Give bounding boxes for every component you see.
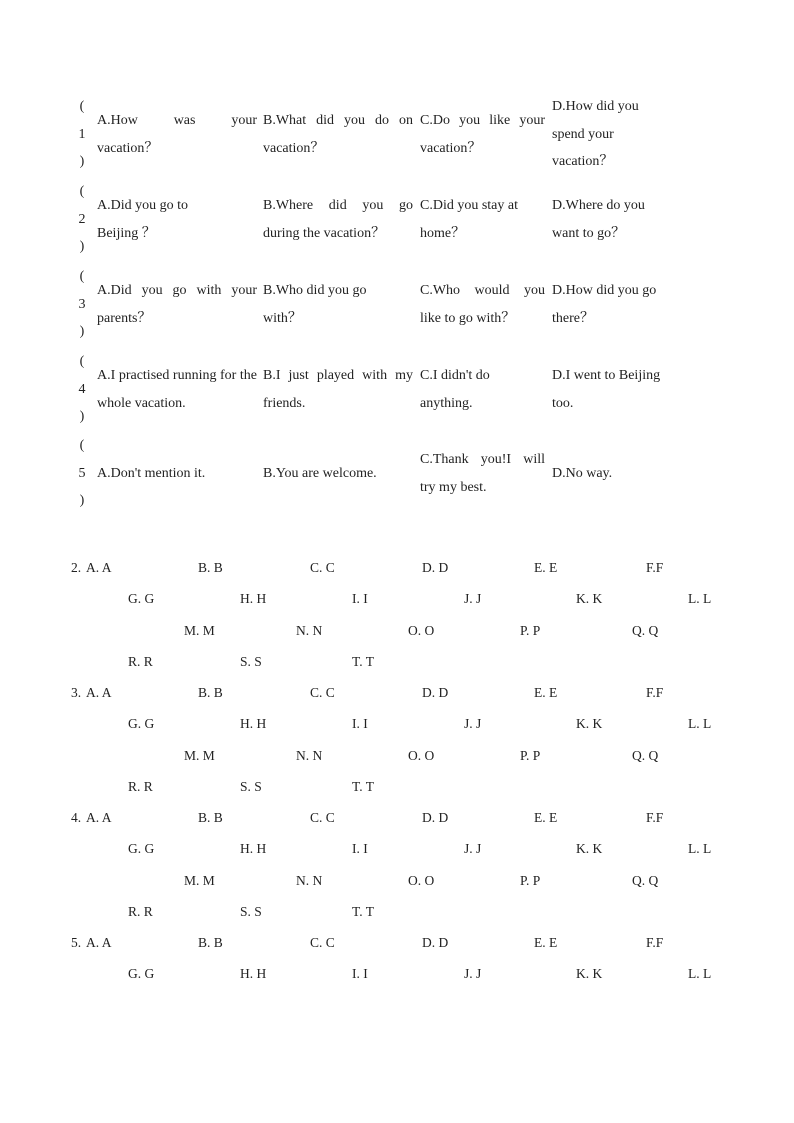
answer-option: C. C bbox=[310, 685, 335, 700]
answer-option: C. C bbox=[310, 560, 335, 575]
answer-option: M. M bbox=[184, 747, 215, 763]
answer-option: E. E bbox=[534, 810, 558, 825]
answer-option: F.F bbox=[646, 810, 664, 825]
answer-option: B. B bbox=[198, 685, 223, 700]
answer-option: R. R bbox=[128, 653, 153, 669]
answer-option: P. P bbox=[520, 747, 541, 763]
question-number: ( 1 ) bbox=[78, 99, 86, 169]
option-d: D.How did you spend your vacation？ bbox=[552, 99, 639, 169]
answer-option: S. S bbox=[240, 903, 262, 919]
answer-option: T. T bbox=[352, 653, 374, 669]
answer-option: I. I bbox=[352, 716, 368, 732]
answer-option: A. A bbox=[86, 685, 112, 700]
option-c: C.Who would you like to go with？ bbox=[420, 283, 545, 326]
answer-option: P. P bbox=[520, 872, 541, 888]
answer-option: J. J bbox=[464, 591, 482, 607]
answer-option: R. R bbox=[128, 903, 153, 919]
answer-option: D. D bbox=[422, 685, 449, 700]
answer-option: H. H bbox=[240, 841, 267, 857]
answer-option: J. J bbox=[464, 716, 482, 732]
answer-option: T. T bbox=[352, 903, 374, 919]
answer-option: G. G bbox=[128, 591, 155, 607]
answer-option: Q. Q bbox=[632, 622, 659, 638]
question-number: ( 4 ) bbox=[78, 354, 86, 424]
answer-option: A. A bbox=[86, 560, 112, 575]
answer-option: L. L bbox=[688, 966, 712, 982]
answer-option: N. N bbox=[296, 747, 323, 763]
answer-option: K. K bbox=[576, 716, 603, 732]
answer-option: L. L bbox=[688, 591, 712, 607]
answer-option: N. N bbox=[296, 872, 323, 888]
answer-option: S. S bbox=[240, 653, 262, 669]
answer-option: G. G bbox=[128, 841, 155, 857]
answer-option: L. L bbox=[688, 841, 712, 857]
option-c: C.Did you stay at home？ bbox=[420, 198, 518, 241]
answer-option: E. E bbox=[534, 685, 558, 700]
option-c: C.Do you like your vacation？ bbox=[420, 113, 545, 156]
option-c: C.I didn't do anything. bbox=[420, 368, 490, 411]
answer-option: R. R bbox=[128, 778, 153, 794]
answer-number: 4. bbox=[71, 810, 82, 825]
answer-option: T. T bbox=[352, 778, 374, 794]
answer-option: F.F bbox=[646, 560, 664, 575]
option-b: B.What did you do on vacation？ bbox=[263, 113, 413, 156]
answer-option: H. H bbox=[240, 591, 267, 607]
option-a: A.I practised running for the whole vacation. bbox=[97, 368, 257, 411]
answer-option: D. D bbox=[422, 560, 449, 575]
answer-option: C. C bbox=[310, 810, 335, 825]
option-a: A.Did you go to Beijing ？ bbox=[97, 198, 188, 241]
answer-option: M. M bbox=[184, 622, 215, 638]
answer-option: H. H bbox=[240, 966, 267, 982]
answer-option: K. K bbox=[576, 966, 603, 982]
option-b: B.I just played with my friends. bbox=[263, 368, 413, 411]
question-number: ( 3 ) bbox=[78, 269, 86, 339]
answer-option: A. A bbox=[86, 810, 112, 825]
answer-number: 3. bbox=[71, 685, 82, 700]
answer-option: E. E bbox=[534, 560, 558, 575]
answer-option: B. B bbox=[198, 560, 223, 575]
option-d: D.No way. bbox=[552, 466, 613, 481]
answer-option: B. B bbox=[198, 810, 223, 825]
answer-option: K. K bbox=[576, 591, 603, 607]
answer-option: Q. Q bbox=[632, 872, 659, 888]
answer-option: K. K bbox=[576, 841, 603, 857]
answer-option: A. A bbox=[86, 935, 112, 950]
answer-option: G. G bbox=[128, 966, 155, 982]
answer-option: F.F bbox=[646, 685, 664, 700]
option-d: D.Where do you want to go？ bbox=[552, 198, 645, 241]
option-b: B.Where did you go during the vacation？ bbox=[263, 198, 413, 241]
question-number: ( 5 ) bbox=[78, 438, 86, 508]
answer-option: D. D bbox=[422, 810, 449, 825]
option-d: D.I went to Beijing too. bbox=[552, 368, 661, 411]
option-a: A.Did you go with your parents？ bbox=[97, 283, 257, 326]
answer-option: O. O bbox=[408, 872, 435, 888]
answer-option: I. I bbox=[352, 841, 368, 857]
answer-number: 5. bbox=[71, 935, 82, 950]
option-c: C.Thank you!I will try my best. bbox=[420, 452, 545, 495]
answer-option: I. I bbox=[352, 591, 368, 607]
answer-option: N. N bbox=[296, 622, 323, 638]
answer-option: O. O bbox=[408, 622, 435, 638]
option-a: A.How was your vacation？ bbox=[97, 113, 257, 156]
option-d: D.How did you go there？ bbox=[552, 283, 657, 326]
answer-option: I. I bbox=[352, 966, 368, 982]
answer-option: Q. Q bbox=[632, 747, 659, 763]
question-number: ( 2 ) bbox=[78, 184, 86, 254]
answer-option: L. L bbox=[688, 716, 712, 732]
answer-number: 2. bbox=[71, 560, 82, 575]
answer-option: D. D bbox=[422, 935, 449, 950]
answer-option: B. B bbox=[198, 935, 223, 950]
answer-option: S. S bbox=[240, 778, 262, 794]
answer-option: H. H bbox=[240, 716, 267, 732]
answer-option: O. O bbox=[408, 747, 435, 763]
option-a: A.Don't mention it. bbox=[97, 466, 206, 481]
answer-option: M. M bbox=[184, 872, 215, 888]
answer-option: E. E bbox=[534, 935, 558, 950]
answer-option: C. C bbox=[310, 935, 335, 950]
option-b: B.Who did you go with？ bbox=[263, 283, 367, 326]
answer-option: J. J bbox=[464, 966, 482, 982]
option-b: B.You are welcome. bbox=[263, 466, 377, 481]
answer-option: G. G bbox=[128, 716, 155, 732]
answer-option: J. J bbox=[464, 841, 482, 857]
answer-option: P. P bbox=[520, 622, 541, 638]
answer-option: F.F bbox=[646, 935, 664, 950]
